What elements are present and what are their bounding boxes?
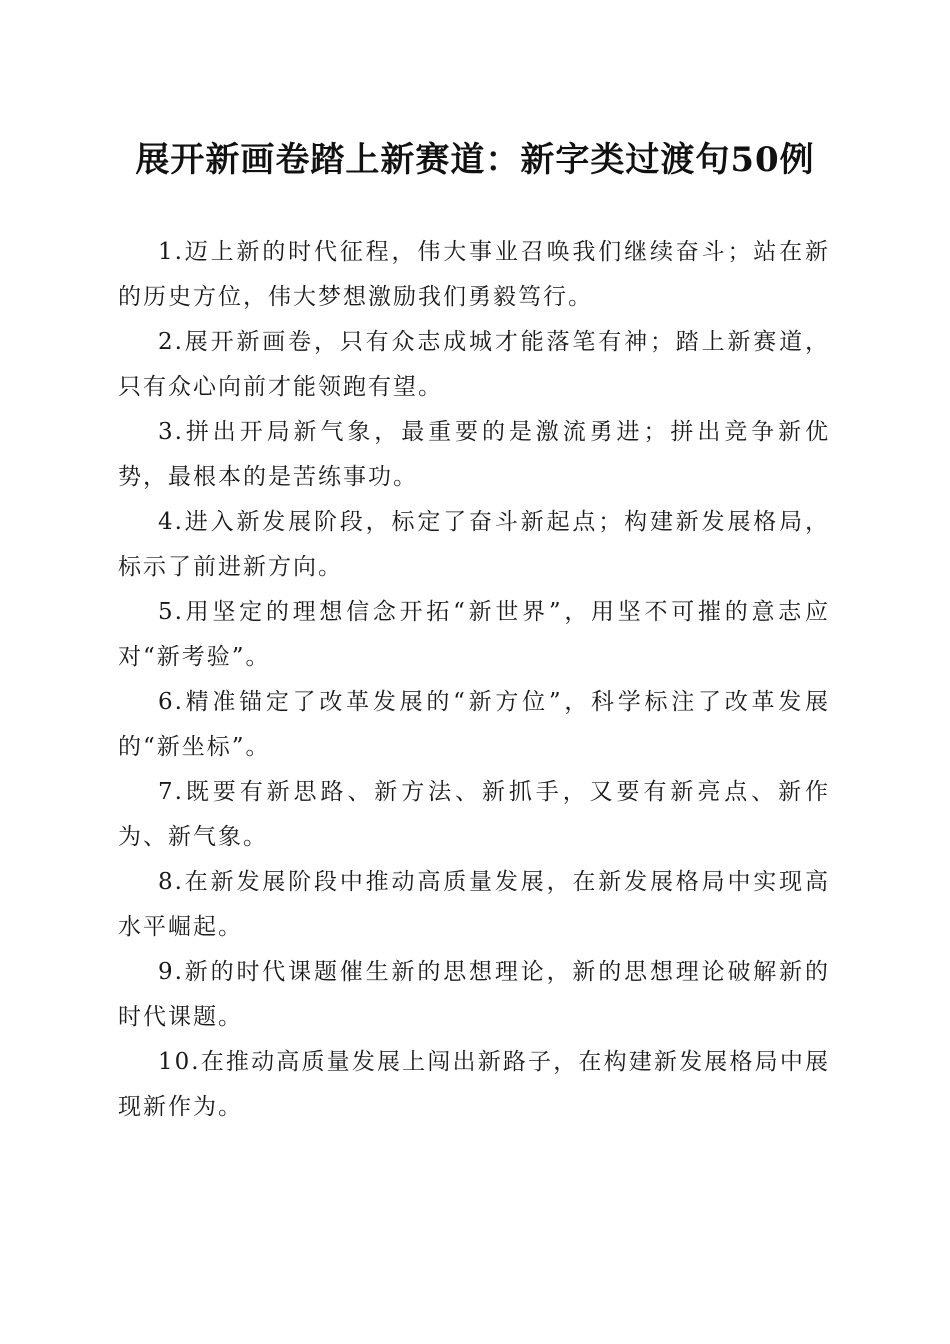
document-body [118,230,830,1130]
list-item: 2.展开新画卷，只有众志成城才能落笔有神；踏上新赛道，只有众心向前才能领跑有望。 [118,329,830,400]
list-item: 10.在推动高质量发展上闯出新路子，在构建新发展格局中展现新作为。 [118,1049,830,1120]
list-item: 6.精准锚定了改革发展的“新方位”，科学标注了改革发展的“新坐标”。 [118,689,830,760]
list-item: 9.新的时代课题催生新的思想理论，新的思想理论破解新的时代课题。 [118,959,830,1030]
list-item: 5.用坚定的理想信念开拓“新世界”，用坚不可摧的意志应对“新考验”。 [118,599,830,670]
page-title: 展开新画卷踏上新赛道：新字类过渡句50例 [135,140,815,180]
list-item: 4.进入新发展阶段，标定了奋斗新起点；构建新发展格局，标示了前进新方向。 [118,509,830,580]
list-item: 8.在新发展阶段中推动高质量发展，在新发展格局中实现高水平崛起。 [118,869,830,940]
list-item: 3.拼出开局新气象，最重要的是激流勇进；拼出竞争新优势，最根本的是苦练事功。 [118,419,830,490]
list-item: 1.迈上新的时代征程，伟大事业召唤我们继续奋斗；站在新的历史方位，伟大梦想激励我们勇毅笃行。 [118,239,830,310]
list-item: 7.既要有新思路、新方法、新抓手，又要有新亮点、新作为、新气象。 [118,779,830,850]
